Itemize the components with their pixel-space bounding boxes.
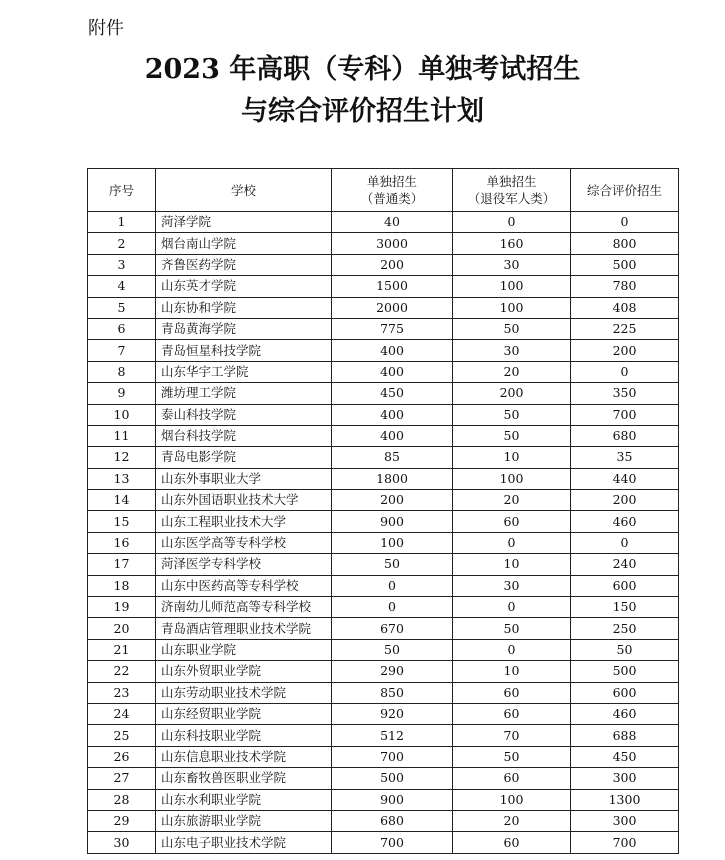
cell-general: 400 [332,425,453,446]
cell-index: 6 [88,318,156,339]
cell-general: 900 [332,511,453,532]
document-title-line-1: 2023 年高职（专科）单独考试招生 [144,54,581,85]
cell-school: 山东英才学院 [156,276,332,297]
table-row [88,703,679,724]
table-row [88,575,679,596]
cell-school: 山东职业学院 [156,639,332,660]
cell-veteran: 30 [453,340,571,361]
table-row [88,233,679,254]
table-row [88,597,679,618]
table-row [88,212,679,233]
cell-index: 20 [88,618,156,639]
cell-school: 菏泽医学专科学校 [156,554,332,575]
cell-comprehensive: 250 [571,618,679,639]
cell-index: 25 [88,725,156,746]
header-general-line1: 单独招生 [366,174,417,189]
cell-school: 山东外国语职业技术大学 [156,490,332,511]
table-row [88,532,679,553]
cell-index: 4 [88,276,156,297]
cell-general: 1500 [332,276,453,297]
cell-index: 3 [88,254,156,275]
cell-general: 100 [332,532,453,553]
cell-general: 40 [332,212,453,233]
cell-school: 青岛黄海学院 [156,318,332,339]
cell-index: 14 [88,490,156,511]
cell-comprehensive: 800 [571,233,679,254]
cell-index: 28 [88,789,156,810]
cell-general: 920 [332,703,453,724]
cell-veteran: 50 [453,618,571,639]
header-general-line2: （普通类） [360,191,424,206]
table-row [88,725,679,746]
cell-general: 700 [332,746,453,767]
cell-index: 30 [88,832,156,853]
table-row [88,468,679,489]
cell-comprehensive: 200 [571,490,679,511]
cell-veteran: 20 [453,810,571,831]
cell-veteran: 50 [453,404,571,425]
cell-comprehensive: 240 [571,554,679,575]
cell-veteran: 160 [453,233,571,254]
cell-comprehensive: 500 [571,254,679,275]
cell-general: 400 [332,404,453,425]
cell-index: 1 [88,212,156,233]
cell-comprehensive: 680 [571,425,679,446]
cell-school: 山东信息职业技术学院 [156,746,332,767]
cell-veteran: 60 [453,703,571,724]
cell-general: 680 [332,810,453,831]
cell-veteran: 100 [453,468,571,489]
cell-index: 19 [88,597,156,618]
cell-veteran: 10 [453,661,571,682]
cell-index: 8 [88,361,156,382]
cell-comprehensive: 200 [571,340,679,361]
cell-general: 0 [332,597,453,618]
cell-index: 9 [88,383,156,404]
cell-school: 青岛酒店管理职业技术学院 [156,618,332,639]
cell-veteran: 0 [453,597,571,618]
header-veteran-line1: 单独招生 [486,174,537,189]
cell-comprehensive: 50 [571,639,679,660]
table-row [88,618,679,639]
cell-general: 85 [332,447,453,468]
cell-veteran: 60 [453,832,571,853]
cell-veteran: 10 [453,447,571,468]
cell-index: 17 [88,554,156,575]
cell-comprehensive: 780 [571,276,679,297]
cell-general: 400 [332,340,453,361]
cell-school: 山东科技职业学院 [156,725,332,746]
cell-index: 23 [88,682,156,703]
table-row [88,297,679,318]
cell-comprehensive: 600 [571,575,679,596]
cell-comprehensive: 600 [571,682,679,703]
cell-school: 潍坊理工学院 [156,383,332,404]
cell-comprehensive: 460 [571,511,679,532]
cell-school: 青岛电影学院 [156,447,332,468]
cell-veteran: 30 [453,254,571,275]
cell-comprehensive: 408 [571,297,679,318]
cell-comprehensive: 688 [571,725,679,746]
cell-general: 400 [332,361,453,382]
cell-comprehensive: 450 [571,746,679,767]
cell-comprehensive: 700 [571,832,679,853]
cell-veteran: 100 [453,789,571,810]
cell-index: 5 [88,297,156,318]
table-row [88,810,679,831]
table-row [88,639,679,660]
cell-veteran: 60 [453,682,571,703]
table-row [88,361,679,382]
cell-school: 山东水利职业学院 [156,789,332,810]
cell-veteran: 70 [453,725,571,746]
cell-school: 山东中医药高等专科学校 [156,575,332,596]
cell-veteran: 0 [453,212,571,233]
table-row [88,682,679,703]
cell-veteran: 60 [453,511,571,532]
cell-index: 27 [88,768,156,789]
cell-veteran: 0 [453,639,571,660]
header-general-admission [332,169,453,212]
table-row [88,661,679,682]
cell-general: 0 [332,575,453,596]
cell-veteran: 10 [453,554,571,575]
table-row [88,383,679,404]
table-row [88,746,679,767]
cell-school: 菏泽学院 [156,212,332,233]
cell-comprehensive: 440 [571,468,679,489]
table-row [88,789,679,810]
cell-general: 290 [332,661,453,682]
table-row [88,832,679,853]
cell-index: 10 [88,404,156,425]
cell-comprehensive: 700 [571,404,679,425]
cell-general: 50 [332,554,453,575]
table-row [88,404,679,425]
cell-veteran: 30 [453,575,571,596]
cell-index: 12 [88,447,156,468]
cell-general: 50 [332,639,453,660]
document-title-line-2: 与综合评价招生计划 [241,96,484,127]
table-row [88,276,679,297]
cell-index: 24 [88,703,156,724]
cell-general: 450 [332,383,453,404]
cell-school: 烟台南山学院 [156,233,332,254]
cell-general: 512 [332,725,453,746]
cell-index: 22 [88,661,156,682]
cell-comprehensive: 1300 [571,789,679,810]
cell-comprehensive: 0 [571,532,679,553]
cell-general: 1800 [332,468,453,489]
table-row [88,425,679,446]
table-row [88,554,679,575]
cell-general: 775 [332,318,453,339]
header-veteran-admission [453,169,571,212]
header-index: 序号 [88,169,156,212]
table-row [88,447,679,468]
cell-school: 烟台科技学院 [156,425,332,446]
cell-general: 670 [332,618,453,639]
cell-school: 齐鲁医药学院 [156,254,332,275]
cell-index: 21 [88,639,156,660]
cell-index: 29 [88,810,156,831]
cell-index: 7 [88,340,156,361]
cell-school: 济南幼儿师范高等专科学校 [156,597,332,618]
cell-index: 16 [88,532,156,553]
cell-comprehensive: 300 [571,810,679,831]
cell-general: 3000 [332,233,453,254]
cell-school: 泰山科技学院 [156,404,332,425]
cell-index: 26 [88,746,156,767]
cell-veteran: 50 [453,746,571,767]
cell-general: 2000 [332,297,453,318]
cell-school: 山东劳动职业技术学院 [156,682,332,703]
cell-school: 山东经贸职业学院 [156,703,332,724]
cell-school: 山东华宇工学院 [156,361,332,382]
cell-general: 200 [332,490,453,511]
table-row [88,340,679,361]
cell-general: 500 [332,768,453,789]
cell-general: 700 [332,832,453,853]
cell-comprehensive: 500 [571,661,679,682]
cell-comprehensive: 460 [571,703,679,724]
cell-veteran: 100 [453,297,571,318]
cell-school: 山东工程职业技术大学 [156,511,332,532]
table-row [88,511,679,532]
cell-comprehensive: 35 [571,447,679,468]
cell-comprehensive: 350 [571,383,679,404]
table-row [88,318,679,339]
cell-index: 13 [88,468,156,489]
cell-general: 200 [332,254,453,275]
cell-comprehensive: 0 [571,212,679,233]
cell-index: 2 [88,233,156,254]
cell-veteran: 20 [453,490,571,511]
cell-veteran: 20 [453,361,571,382]
cell-veteran: 0 [453,532,571,553]
cell-comprehensive: 225 [571,318,679,339]
header-comprehensive-evaluation: 综合评价招生 [571,169,679,212]
cell-general: 850 [332,682,453,703]
cell-comprehensive: 0 [571,361,679,382]
cell-school: 山东外贸职业学院 [156,661,332,682]
cell-school: 山东协和学院 [156,297,332,318]
cell-comprehensive: 150 [571,597,679,618]
table-row [88,254,679,275]
cell-school: 山东畜牧兽医职业学院 [156,768,332,789]
cell-general: 900 [332,789,453,810]
cell-veteran: 60 [453,768,571,789]
cell-veteran: 100 [453,276,571,297]
cell-veteran: 50 [453,425,571,446]
header-veteran-line2: （退役军人类） [467,191,556,206]
cell-index: 11 [88,425,156,446]
cell-index: 15 [88,511,156,532]
cell-school: 山东医学高等专科学校 [156,532,332,553]
cell-school: 山东电子职业技术学院 [156,832,332,853]
enrollment-plan-table [87,168,679,854]
cell-school: 山东旅游职业学院 [156,810,332,831]
table-row [88,490,679,511]
header-school: 学校 [156,169,332,212]
table-row [88,768,679,789]
table-header-row [88,169,679,212]
cell-school: 青岛恒星科技学院 [156,340,332,361]
cell-school: 山东外事职业大学 [156,468,332,489]
cell-comprehensive: 300 [571,768,679,789]
cell-veteran: 50 [453,318,571,339]
attachment-label: 附件 [88,18,124,39]
cell-index: 18 [88,575,156,596]
table-body [88,212,679,854]
cell-veteran: 200 [453,383,571,404]
